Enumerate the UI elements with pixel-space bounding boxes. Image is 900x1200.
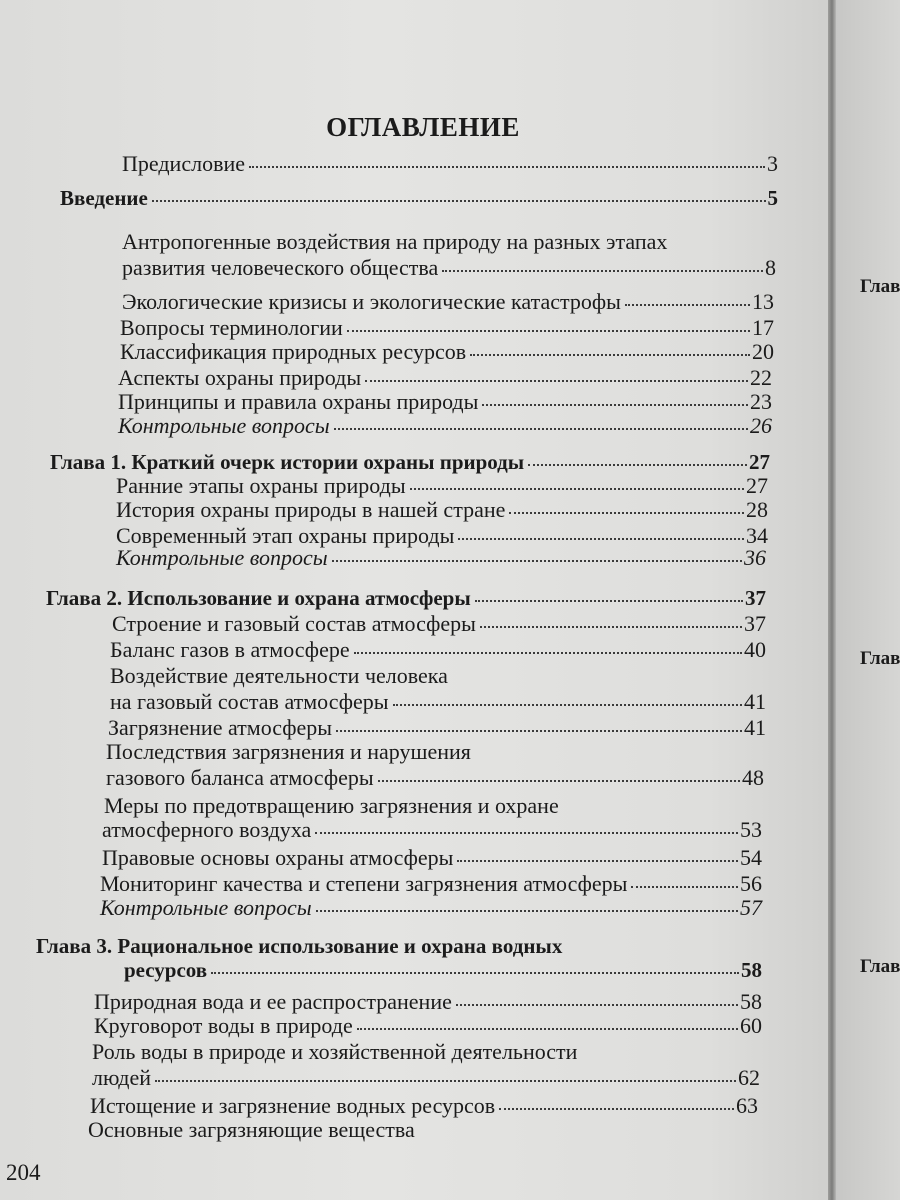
toc-page-number: 20 [752, 339, 774, 364]
toc-entry [120, 340, 774, 364]
toc-entry-label: Загрязнение атмосферы [108, 715, 333, 740]
toc-entry-label: История охраны природы в нашей стране [116, 497, 506, 522]
toc-leader-dots [336, 730, 742, 732]
toc-page-number: 63 [736, 1093, 758, 1118]
toc-page-number: 13 [752, 289, 774, 314]
toc-leader-dots [334, 428, 748, 430]
toc-entry [102, 846, 762, 870]
book-gutter [828, 0, 836, 1200]
toc-entry-label: Принципы и правила охраны природы [118, 389, 479, 414]
toc-chapter-entry [46, 586, 766, 610]
adjacent-page-label: Глав [860, 276, 900, 297]
toc-leader-dots [442, 270, 763, 272]
adjacent-page [836, 0, 900, 1200]
toc-page-number: 48 [742, 765, 764, 790]
toc-entry [112, 612, 766, 636]
toc-entry-label: атмосферного воздуха [102, 817, 312, 842]
toc-entry [94, 1014, 762, 1038]
toc-page-number: 23 [750, 389, 772, 414]
toc-leader-dots [499, 1108, 734, 1110]
toc-entry [118, 366, 772, 390]
toc-entry-label: Истощение и загрязнение водных ресурсов [90, 1093, 496, 1118]
toc-entry-label: ресурсов [124, 958, 208, 982]
toc-page-number: 58 [740, 989, 762, 1014]
toc-page-number: 37 [745, 586, 766, 610]
toc-chapter-entry [60, 186, 778, 210]
toc-page-number: 53 [740, 817, 762, 842]
toc-entry [122, 152, 778, 176]
toc-leader-dots [625, 304, 750, 306]
toc-page-number: 8 [765, 255, 776, 280]
toc-page-number: 5 [767, 186, 778, 210]
toc-entry-label: Мониторинг качества и степени загрязнения атмосферы [100, 871, 628, 896]
toc-page-number: 36 [744, 545, 766, 570]
toc-entry [102, 818, 762, 842]
toc-page-number: 41 [744, 689, 766, 714]
toc-entry [116, 474, 768, 498]
toc-entry-label: на газовый состав атмосферы [110, 689, 389, 714]
toc-leader-dots [393, 704, 742, 706]
adjacent-page-label: Глав [860, 648, 900, 669]
toc-chapter-entry [36, 934, 562, 958]
toc-chapter-entry [50, 450, 770, 474]
toc-entry-label: Глава 2. Использование и охрана атмосферы [46, 586, 471, 610]
toc-leader-dots [378, 780, 740, 782]
toc-leader-dots [482, 404, 748, 406]
toc-entry [106, 740, 471, 764]
toc-entry-label: Меры по предотвращению загрязнения и охране [104, 793, 559, 818]
toc-entry-label: Контрольные вопросы [100, 895, 312, 920]
toc-page-number: 41 [744, 715, 766, 740]
toc-leader-dots [315, 832, 738, 834]
toc-page-number: 56 [740, 871, 762, 896]
toc-entry [116, 498, 768, 522]
toc-entry-label: Контрольные вопросы [118, 413, 330, 438]
toc-leader-dots [631, 886, 738, 888]
toc-leader-dots [528, 464, 747, 466]
toc-page-number: 34 [746, 523, 768, 548]
toc-entry-label: развития человеческого общества [122, 255, 439, 280]
toc-page-number: 27 [749, 450, 770, 474]
toc-entry-label: Вопросы терминологии [120, 315, 343, 340]
toc-entry-label: Строение и газовый состав атмосферы [112, 611, 476, 636]
toc-leader-dots [354, 652, 742, 654]
toc-entry-label: Последствия загрязнения и нарушения [106, 739, 471, 764]
toc-leader-dots [211, 972, 739, 974]
toc-chapter-entry [124, 958, 762, 982]
toc-entry [88, 1118, 415, 1142]
toc-entry-label: Классификация природных ресурсов [120, 339, 467, 364]
toc-entry [118, 390, 772, 414]
toc-entry [90, 1094, 758, 1118]
toc-entry-label: Контрольные вопросы [116, 545, 328, 570]
toc-entry [92, 1040, 577, 1064]
toc-leader-dots [332, 560, 742, 562]
toc-entry-label: людей [92, 1065, 152, 1090]
toc-entry [122, 290, 774, 314]
toc-page-number: 22 [750, 365, 772, 390]
toc-entry [118, 414, 772, 438]
toc-entry [92, 1066, 760, 1090]
toc-entry-label: Экологические кризисы и экологические катастрофы [122, 289, 621, 314]
toc-page-number: 3 [767, 151, 778, 176]
toc-leader-dots [410, 488, 744, 490]
toc-entry [122, 256, 776, 280]
toc-page-number: 40 [744, 637, 766, 662]
toc-page-number: 58 [741, 958, 762, 982]
toc-entry-label: Аспекты охраны природы [118, 365, 362, 390]
toc-entry [110, 638, 766, 662]
toc-page-number: 57 [740, 895, 762, 920]
toc-page-number: 54 [740, 845, 762, 870]
page-title: ОГЛАВЛЕНИЕ [326, 112, 520, 142]
toc-entry-label: Природная вода и ее распространение [94, 989, 452, 1014]
toc-page-number: 60 [740, 1013, 762, 1038]
toc-entry-label: Круговорот воды в природе [94, 1013, 353, 1038]
toc-entry-label: Глава 3. Рациональное использование и охрана водных [36, 934, 563, 958]
toc-entry [100, 872, 762, 896]
toc-entry [122, 230, 667, 254]
toc-leader-dots [470, 354, 750, 356]
toc-leader-dots [249, 166, 765, 168]
toc-page-number: 62 [738, 1065, 760, 1090]
toc-leader-dots [152, 200, 766, 202]
toc-entry [104, 794, 559, 818]
toc-leader-dots [480, 626, 742, 628]
toc-leader-dots [155, 1080, 736, 1082]
toc-entry [108, 716, 766, 740]
toc-entry [110, 690, 766, 714]
toc-leader-dots [509, 512, 744, 514]
toc-entry-label: Современный этап охраны природы [116, 523, 455, 548]
toc-entry [110, 664, 448, 688]
toc-entry-label: Воздействие деятельности человека [110, 663, 448, 688]
toc-entry-label: Ранние этапы охраны природы [116, 473, 406, 498]
toc-entry-label: Роль воды в природе и хозяйственной деятельности [92, 1039, 578, 1064]
toc-leader-dots [458, 538, 744, 540]
toc-page-number: 28 [746, 497, 768, 522]
toc-entry-label: газового баланса атмосферы [106, 765, 374, 790]
toc-entry [100, 896, 762, 920]
toc-entry-label: Правовые основы охраны атмосферы [102, 845, 454, 870]
toc-entry-label: Глава 1. Краткий очерк истории охраны природы [50, 450, 525, 474]
toc-entry-label: Баланс газов в атмосфере [110, 637, 350, 662]
toc-leader-dots [347, 330, 750, 332]
toc-entry-label: Антропогенные воздействия на природу на разных этапах [122, 229, 668, 254]
toc-entry-label: Предисловие [122, 151, 245, 176]
toc-entry-label: Основные загрязняющие вещества [88, 1117, 415, 1142]
toc-entry [94, 990, 762, 1014]
toc-page-number: 27 [746, 473, 768, 498]
toc-leader-dots [456, 1004, 738, 1006]
toc-page-number: 17 [752, 315, 774, 340]
toc-page-number: 26 [750, 413, 772, 438]
toc-entry [120, 316, 774, 340]
toc-leader-dots [316, 910, 738, 912]
toc-leader-dots [457, 860, 738, 862]
toc-leader-dots [357, 1028, 738, 1030]
toc-leader-dots [365, 380, 748, 382]
toc-page-number: 37 [744, 611, 766, 636]
toc-leader-dots [475, 600, 743, 602]
toc-entry [116, 546, 766, 570]
toc-entry [106, 766, 764, 790]
toc-entry-label: Введение [60, 186, 148, 210]
adjacent-page-label: Глав [860, 956, 900, 977]
page-number: 204 [6, 1160, 41, 1185]
